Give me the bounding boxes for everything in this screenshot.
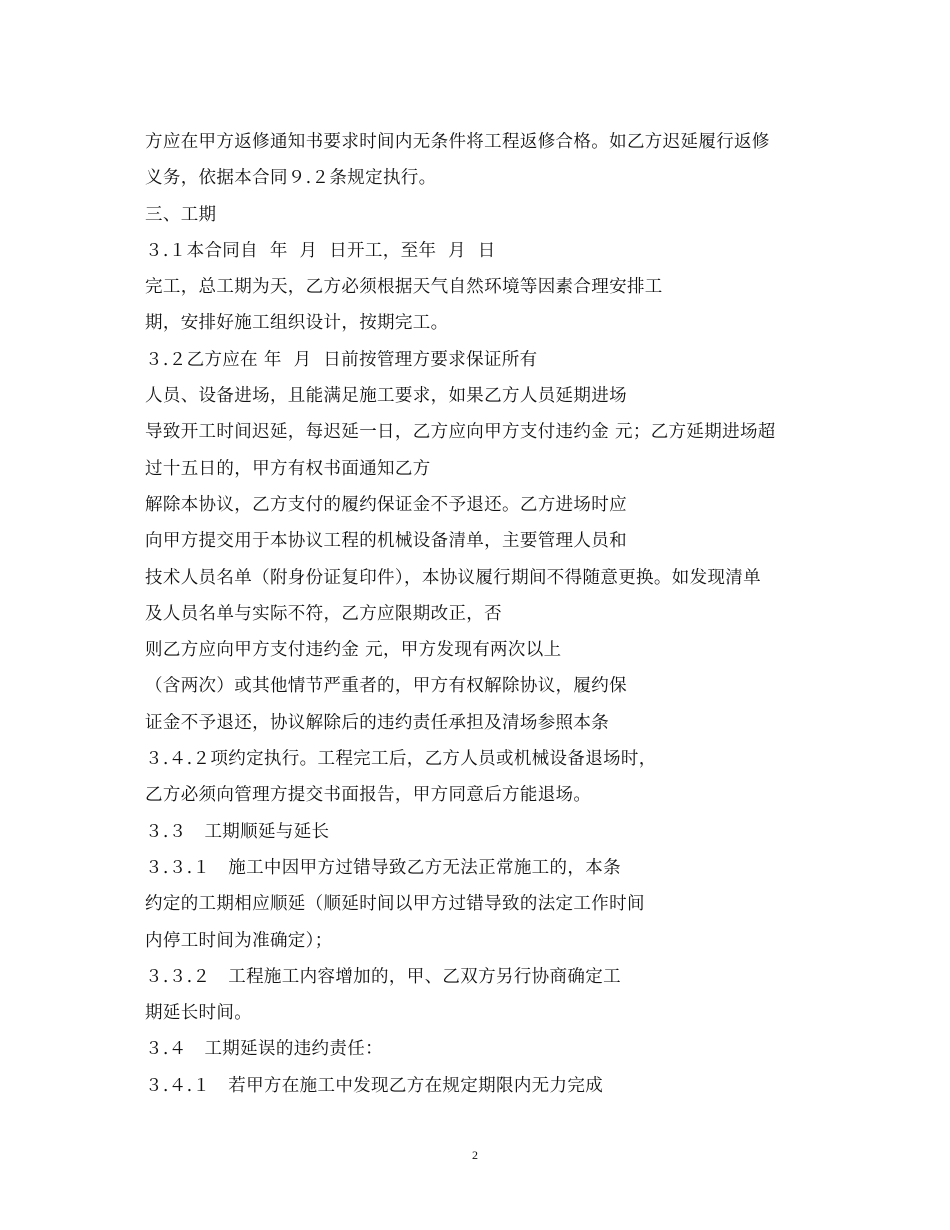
text-line: 及人员名单与实际不符，乙方应限期改正，否 <box>145 603 502 624</box>
section-heading: ３.４ 工期延误的违约责任： <box>145 1039 383 1060</box>
text-line: 内停工时间为准确定）； <box>145 930 333 951</box>
text-line: ３.４.２项约定执行。工程完工后，乙方人员或机械设备退场时， <box>145 749 657 770</box>
text-line: 技术人员名单（附身份证复印件），本协议履行期间不得随意更换。如发现清单 <box>145 567 761 588</box>
text-line: ３.３.１ 施工中因甲方过错导致乙方无法正常施工的，本条 <box>145 857 621 878</box>
text-line: ３.１本合同自 年 月 日开工，至年 月 日 <box>145 240 496 261</box>
page-number: 2 <box>472 1148 478 1162</box>
text-line: （含两次）或其他情节严重者的，甲方有权解除协议，履约保 <box>145 676 627 697</box>
text-line: 人员、设备进场，且能满足施工要求，如果乙方人员延期进场 <box>145 386 627 407</box>
text-line: ３.４.１ 若甲方在施工中发现乙方在规定期限内无力完成 <box>145 1075 604 1096</box>
text-line: 义务，依据本合同９.２条规定执行。 <box>145 168 437 189</box>
text-line: 导致开工时间迟延，每迟延一日，乙方应向甲方支付违约金 元；乙方延期进场超 <box>145 422 776 443</box>
text-line: 方应在甲方返修通知书要求时间内无条件将工程返修合格。如乙方迟延履行返修 <box>145 132 770 152</box>
text-line: 完工，总工期为天，乙方必须根据天气自然环境等因素合理安排工 <box>145 277 663 298</box>
section-heading: ３.３ 工期顺延与延长 <box>145 821 330 842</box>
text-line: 乙方必须向管理方提交书面报告，甲方同意后方能退场。 <box>145 785 592 806</box>
section-heading: 三、工期 <box>145 204 217 225</box>
text-line: 则乙方应向甲方支付违约金 元，甲方发现有两次以上 <box>145 640 562 661</box>
text-line: 约定的工期相应顺延（顺延时间以甲方过错导致的法定工作时间 <box>145 894 645 915</box>
text-line: ３.２乙方应在 年 月 日前按管理方要求保证所有 <box>145 349 538 370</box>
text-line: 过十五日的，甲方有权书面通知乙方 <box>145 458 431 479</box>
text-line: 解除本协议，乙方支付的履约保证金不予退还。乙方进场时应 <box>145 494 627 515</box>
text-line: 期，安排好施工组织设计，按期完工。 <box>145 313 449 334</box>
document-body <box>145 124 815 1104</box>
text-line: 期延长时间。 <box>145 1003 253 1024</box>
text-line: 证金不予退还，协议解除后的违约责任承担及清场参照本条 <box>145 712 610 733</box>
text-line: 向甲方提交用于本协议工程的机械设备清单，主要管理人员和 <box>145 531 627 552</box>
text-line: ３.３.２ 工程施工内容增加的，甲、乙双方另行协商确定工 <box>145 966 621 987</box>
